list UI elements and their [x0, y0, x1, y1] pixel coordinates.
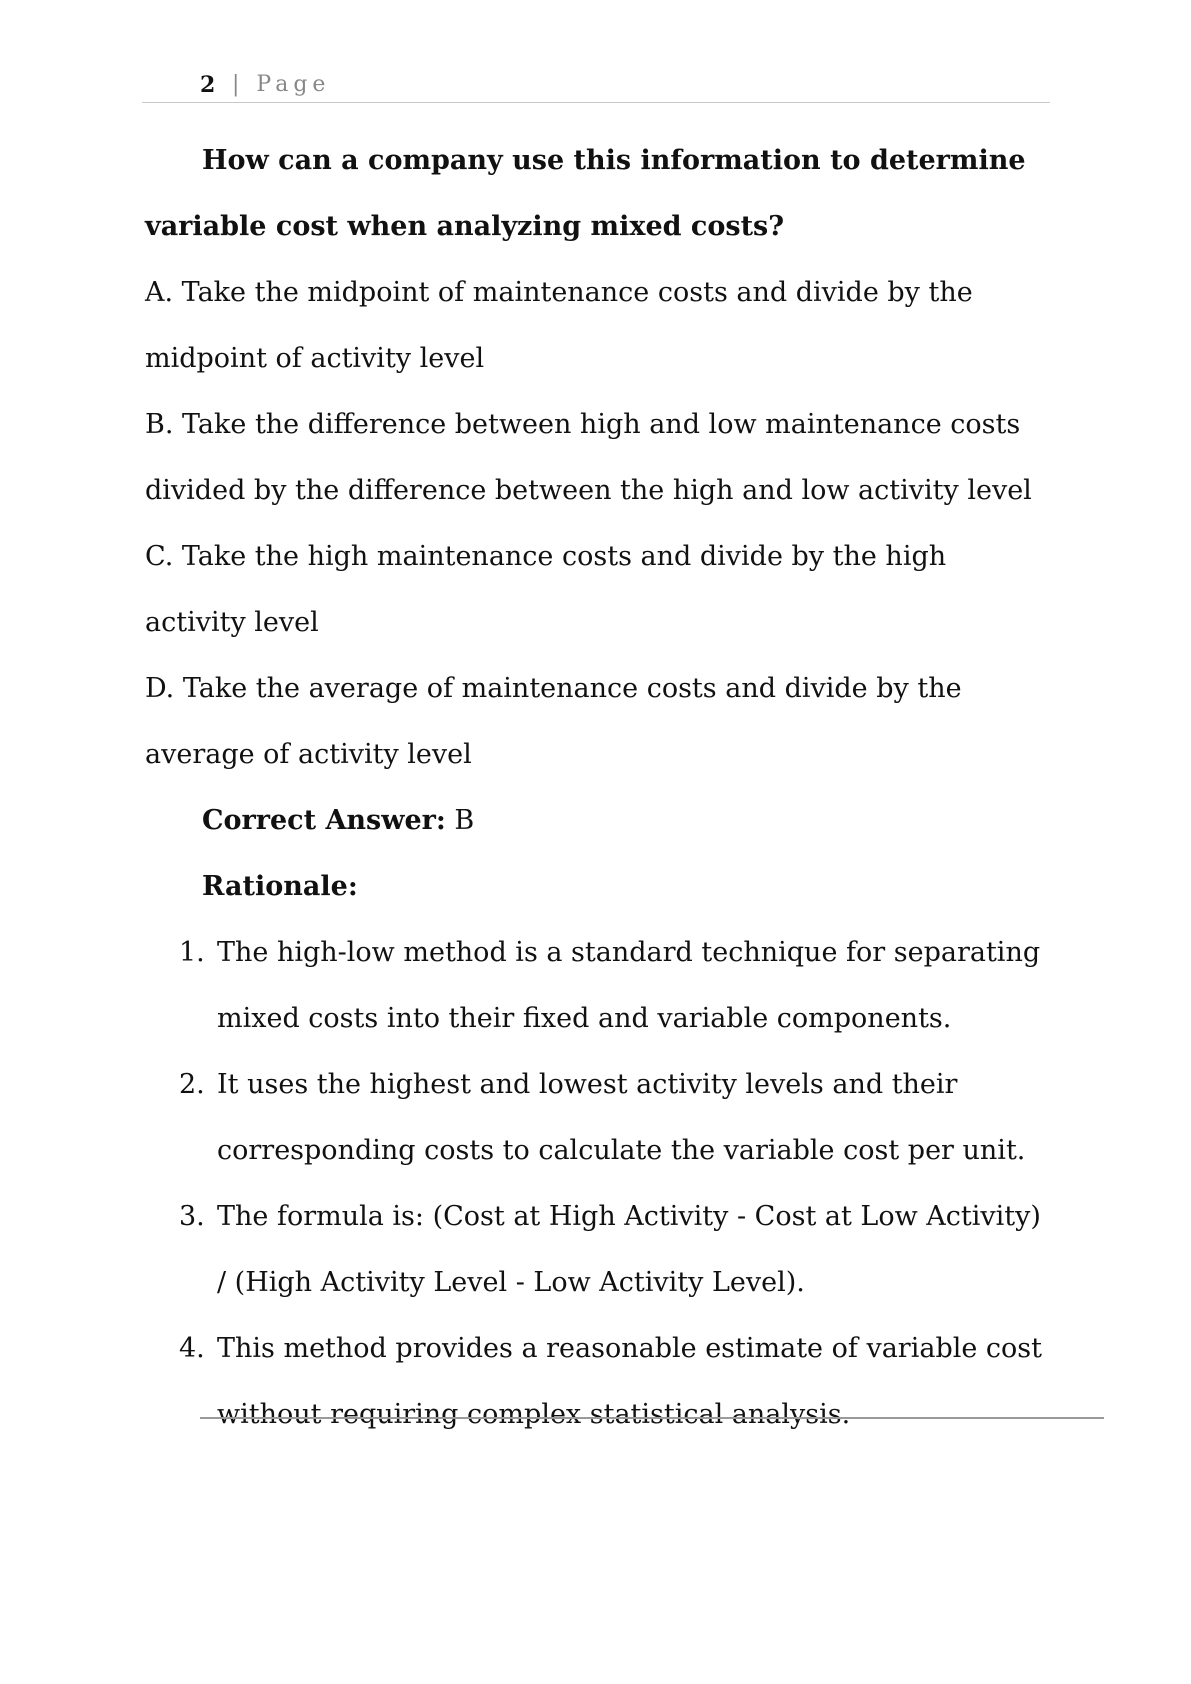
correct-answer-label: Correct Answer:	[202, 805, 446, 836]
rationale-item	[145, 1316, 1050, 1448]
question-text: How can a company use this information to determine variable cost when analyzing mixed costs?	[145, 145, 1026, 242]
rationale-item-text: The high-low method is a standard technique for separating mixed costs into their fixed and variable components.	[217, 937, 1041, 1034]
rationale-item-text: It uses the highest and lowest activity levels and their corresponding costs to calculate the variable cost per unit.	[217, 1069, 1026, 1166]
page-number: 2	[200, 72, 217, 98]
rationale-item	[145, 920, 1050, 1052]
document-body	[145, 128, 1050, 1448]
section-divider	[200, 1417, 1104, 1419]
rationale-item	[145, 1184, 1050, 1316]
correct-answer-value: B	[445, 805, 475, 836]
option-d: D. Take the average of maintenance costs and divide by the average of activity level	[145, 673, 962, 770]
rationale-item-number: 1.	[179, 937, 205, 968]
option-c: C. Take the high maintenance costs and divide by the high activity level	[145, 541, 947, 638]
page-label: | Page	[232, 72, 331, 97]
rationale-item	[145, 1052, 1050, 1184]
rationale-item-number: 2.	[179, 1069, 205, 1100]
rationale-item-text: The formula is: (Cost at High Activity - Cost at Low Activity) / (High Activity Level - Low Activity Level).	[217, 1201, 1041, 1298]
rationale-list	[145, 920, 1050, 1448]
rationale-heading: Rationale:	[202, 871, 358, 902]
option-a: A. Take the midpoint of maintenance costs and divide by the midpoint of activity level	[145, 277, 973, 374]
option-b: B. Take the difference between high and low maintenance costs divided by the difference between the high and low activity level	[145, 409, 1032, 506]
correct-answer	[145, 788, 1050, 854]
page-header	[142, 68, 1050, 103]
rationale-item-number: 3.	[179, 1201, 205, 1232]
rationale-item-text: This method provides a reasonable estimate of variable cost without requiring complex statistical analysis.	[217, 1333, 1043, 1430]
rationale-item-number: 4.	[179, 1333, 205, 1364]
